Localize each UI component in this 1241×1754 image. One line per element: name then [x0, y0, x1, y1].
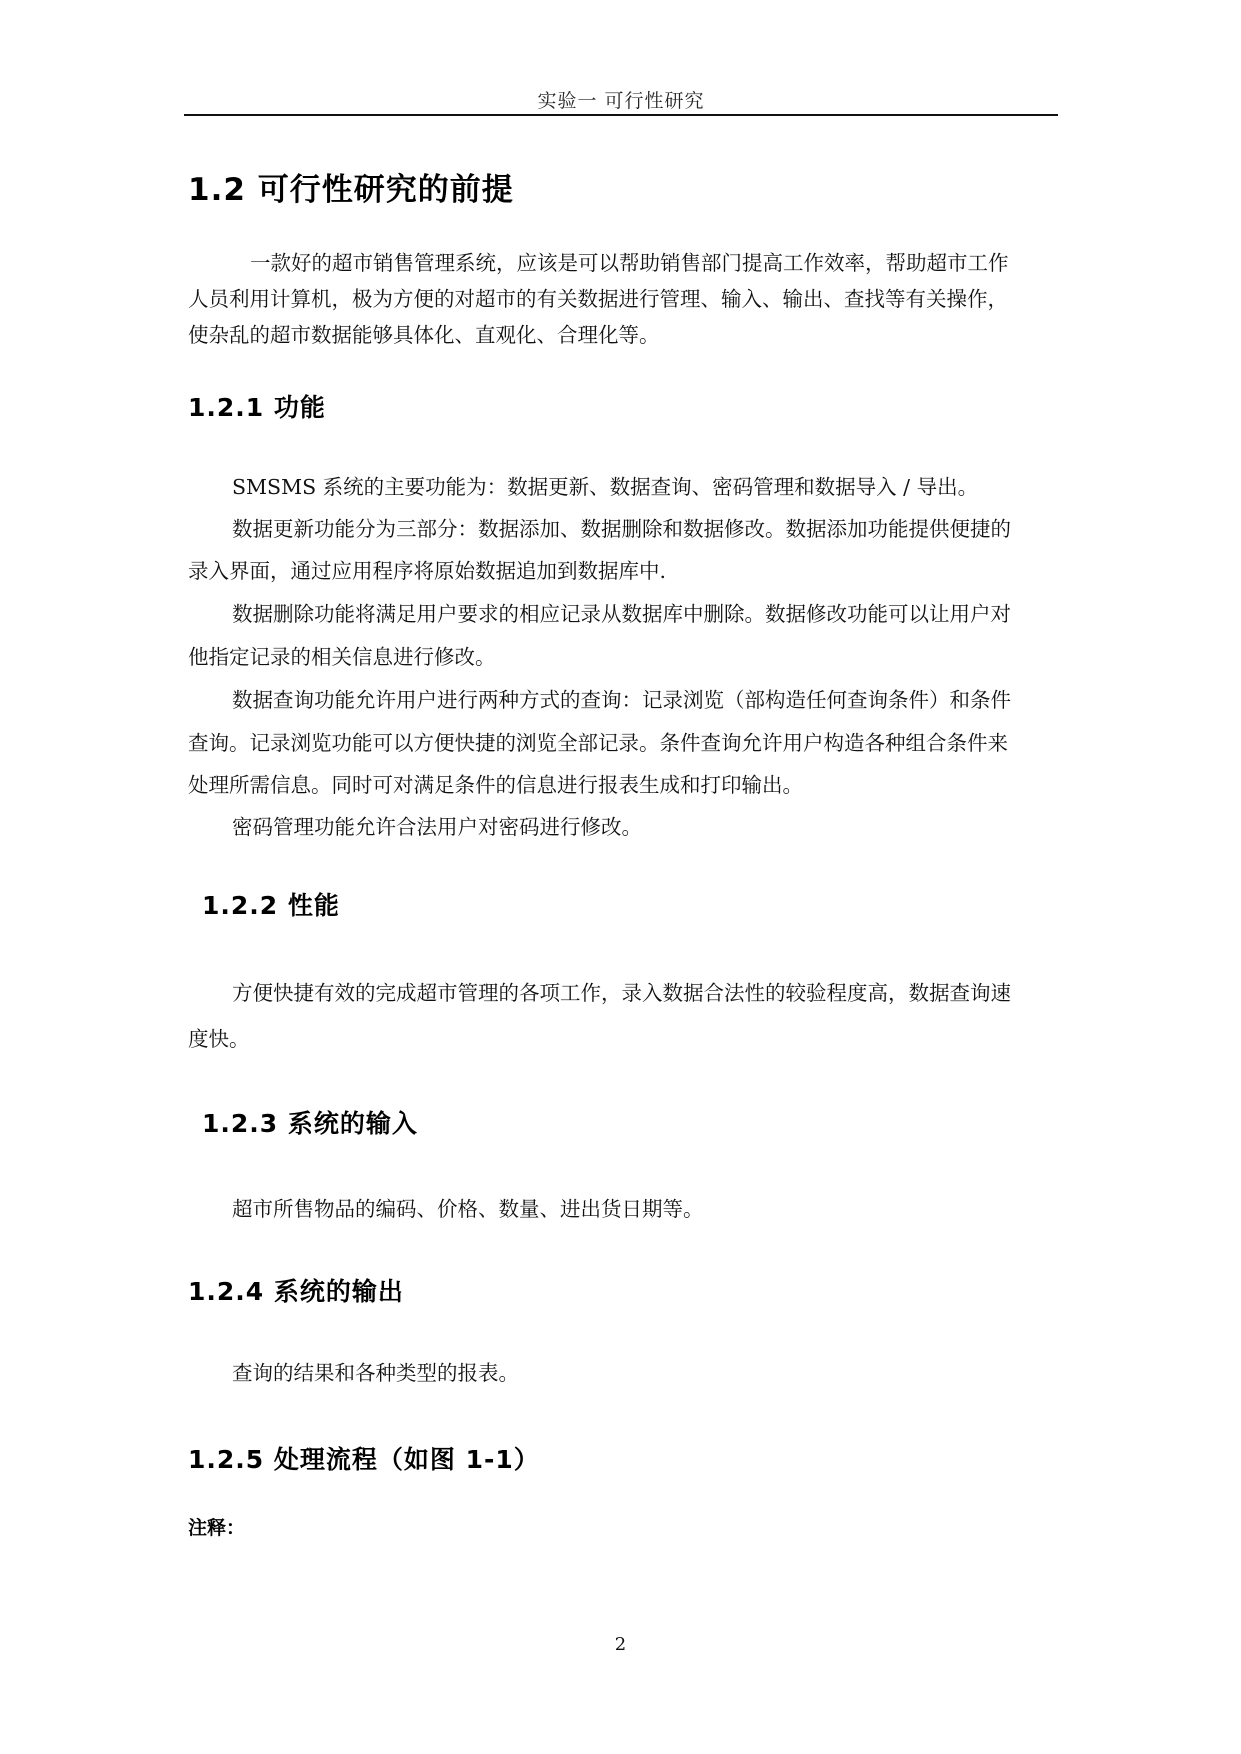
function-line-2: 数据更新功能分为三部分：数据添加、数据删除和数据修改。数据添加功能提供便捷的	[232, 517, 1011, 541]
function-line-8: 处理所需信息。同时可对满足条件的信息进行报表生成和打印输出。	[188, 773, 803, 797]
subsection-title-input: 1.2.3 系统的输入	[202, 1109, 418, 1138]
function-line-4: 数据删除功能将满足用户要求的相应记录从数据库中删除。数据修改功能可以让用户对	[232, 602, 1011, 626]
performance-line-2: 度快。	[188, 1027, 250, 1051]
note-label: 注释：	[188, 1517, 246, 1539]
header-rule	[184, 114, 1058, 116]
section-title: 1.2 可行性研究的前提	[188, 172, 514, 208]
subsection-title-performance: 1.2.2 性能	[202, 891, 340, 920]
intro-line-1: 一款好的超市销售管理系统，应该是可以帮助销售部门提高工作效率，帮助超市工作	[250, 251, 1009, 275]
subsection-title-process: 1.2.5 处理流程（如图 1-1）	[188, 1445, 540, 1474]
intro-line-3: 使杂乱的超市数据能够具体化、直观化、合理化等。	[188, 323, 660, 347]
subsection-title-function: 1.2.1 功能	[188, 393, 326, 422]
function-line-1: SMSMS 系统的主要功能为：数据更新、数据查询、密码管理和数据导入 / 导出。	[232, 475, 979, 499]
running-header: 实验一 可行性研究	[537, 90, 705, 112]
intro-line-2: 人员利用计算机，极为方便的对超市的有关数据进行管理、输入、输出、查找等有关操作，	[188, 287, 1008, 311]
function-line-5: 他指定记录的相关信息进行修改。	[188, 645, 496, 669]
function-line-6: 数据查询功能允许用户进行两种方式的查询：记录浏览（部构造任何查询条件）和条件	[232, 688, 1011, 712]
page-number: 2	[614, 1634, 627, 1655]
subsection-title-output: 1.2.4 系统的输出	[188, 1277, 404, 1306]
function-line-3: 录入界面，通过应用程序将原始数据追加到数据库中.	[188, 559, 667, 583]
function-line-9: 密码管理功能允许合法用户对密码进行修改。	[232, 815, 642, 839]
input-line-1: 超市所售物品的编码、价格、数量、进出货日期等。	[232, 1197, 704, 1221]
performance-line-1: 方便快捷有效的完成超市管理的各项工作，录入数据合法性的较验程度高，数据查询速	[232, 981, 1011, 1005]
function-line-7: 查询。记录浏览功能可以方便快捷的浏览全部记录。条件查询允许用户构造各种组合条件来	[188, 731, 1008, 755]
output-line-1: 查询的结果和各种类型的报表。	[232, 1361, 519, 1385]
